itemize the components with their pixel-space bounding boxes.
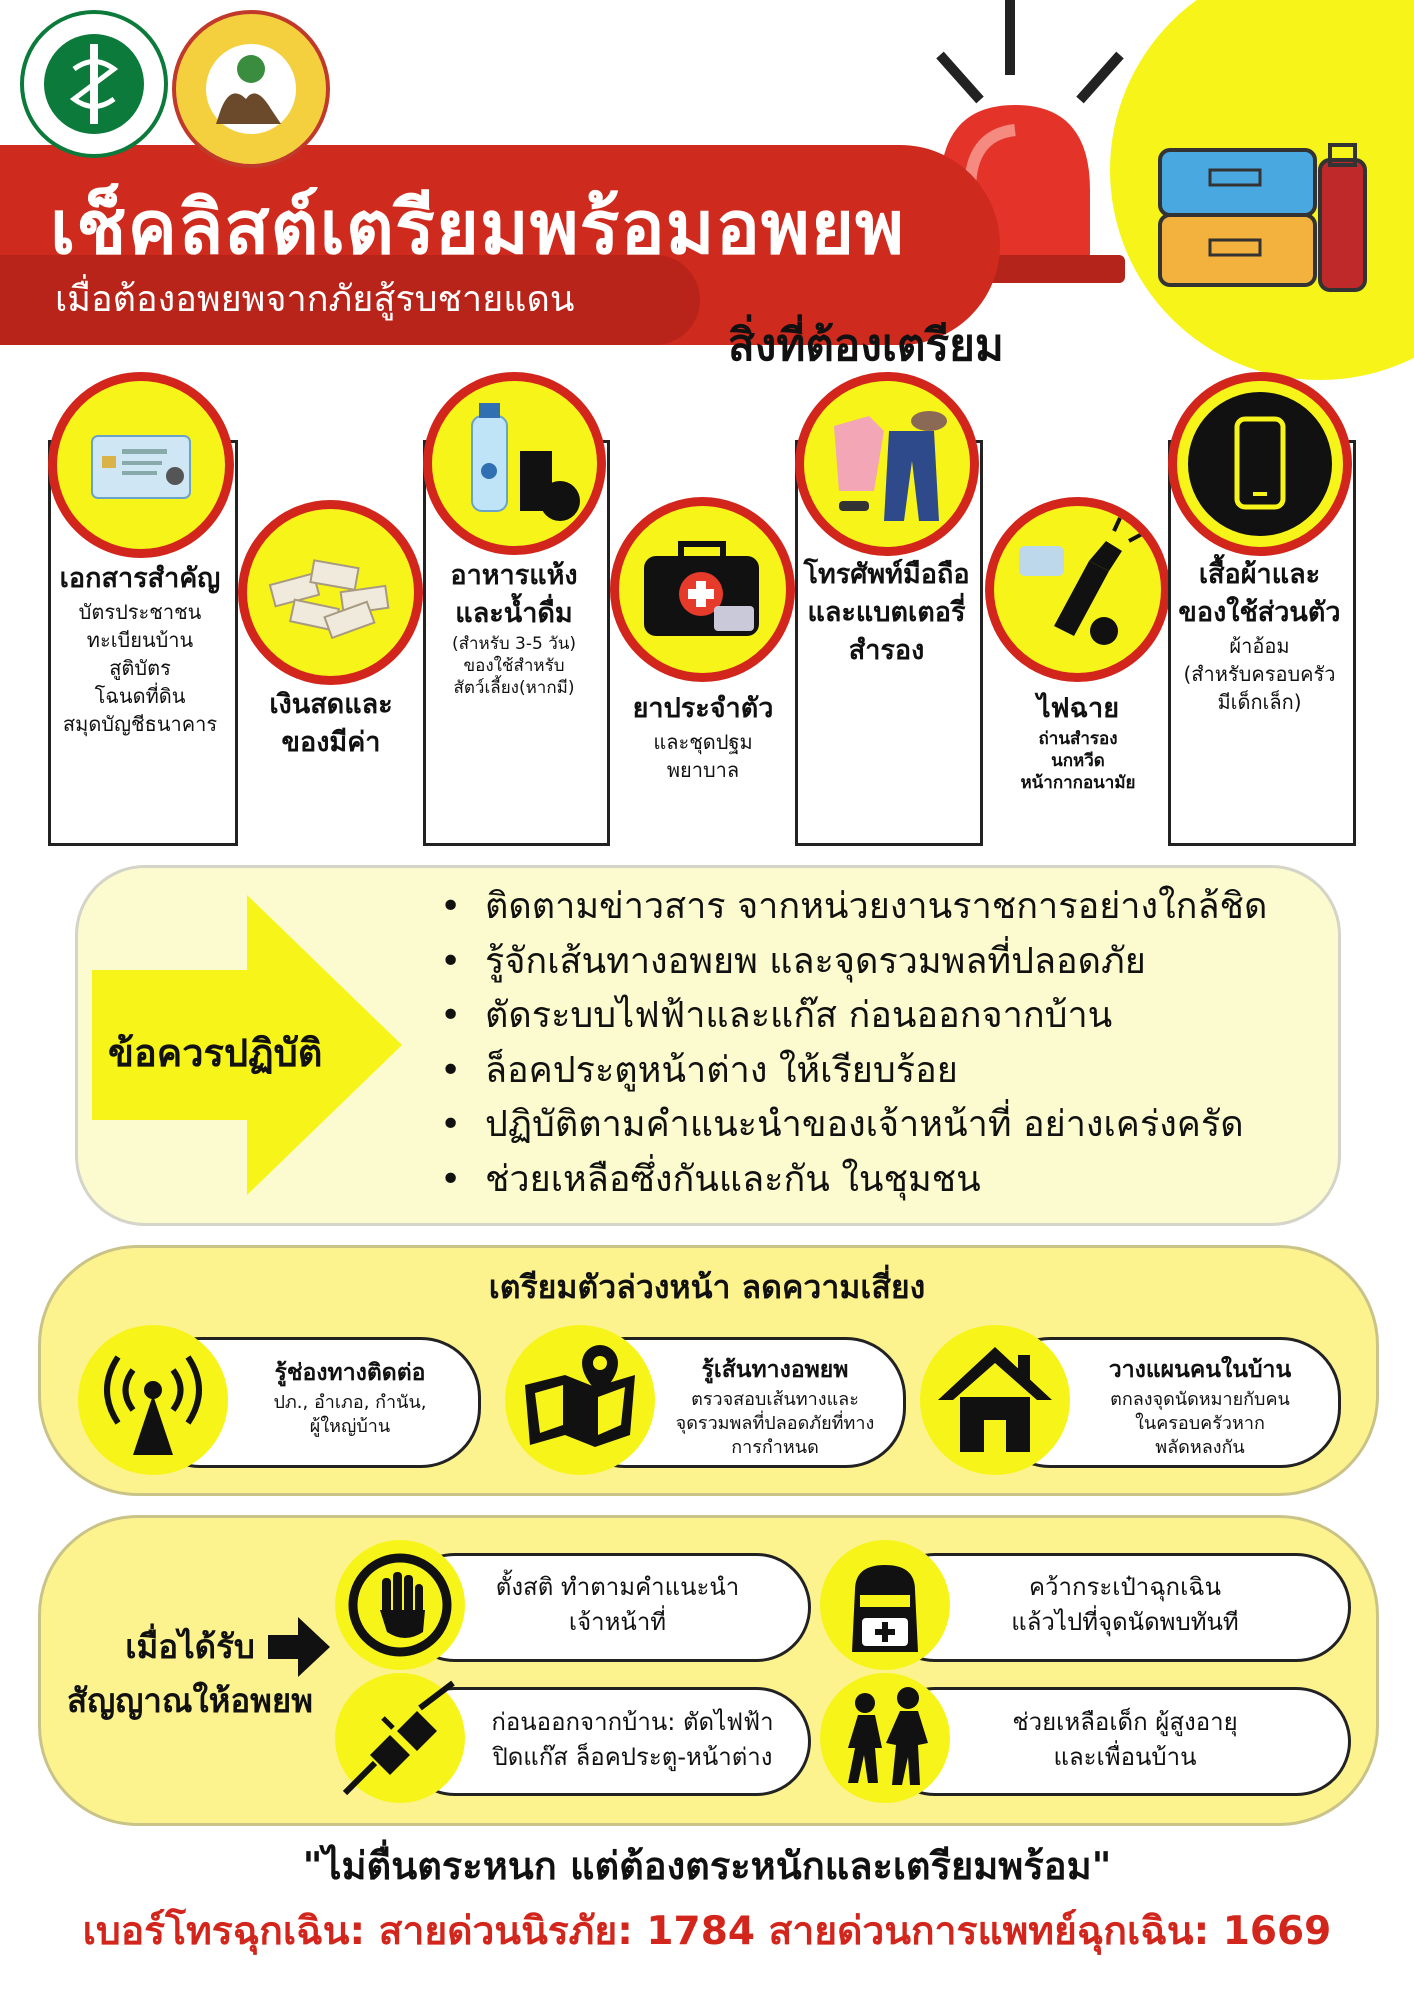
map-pin-icon (505, 1325, 655, 1475)
footer-hotline: เบอร์โทรฉุกเฉิน: สายด่วนนิรภัย: 1784 สายด่วนการแพทย์ฉุกเฉิน: 1669 (82, 1909, 1332, 1954)
item-medicine-title: ยาประจำตัว (632, 693, 774, 724)
item-clothes-title: ของใช้ส่วนตัว (1178, 597, 1341, 628)
water-food-icon (432, 381, 597, 546)
item-flashlight-detail: ถ่านสำรอง (1038, 729, 1118, 749)
footer-quote: "ไม่ตื่นตระหนก แต่ต้องตระหนักและเตรียมพร้อม" (302, 1844, 1112, 1888)
item-clothes-detail: ผ้าอ้อม (1229, 634, 1290, 658)
ready-card-route-circle (505, 1325, 655, 1475)
surin-hospital-logo (172, 10, 330, 168)
ready-card-text: การกำหนด (731, 1437, 819, 1458)
do-list (440, 880, 1267, 1207)
do-list-item: • ปฏิบัติตามคำแนะนำของเจ้าหน้าที่ อย่างเคร่งครัด (440, 1098, 1267, 1153)
item-documents-detail: ทะเบียนบ้าน (86, 628, 194, 652)
emergency-bag-icon (820, 1540, 950, 1670)
unplug-icon (335, 1673, 465, 1803)
ready-card-contact-circle (78, 1325, 228, 1475)
ready-card-text: ผู้ใหญ่บ้าน (309, 1416, 391, 1437)
ready-card-text: พลัดหลงกัน (1155, 1437, 1245, 1458)
item-phone-title: โทรศัพท์มือถือ (803, 559, 970, 590)
item-medicine-circle (610, 497, 795, 682)
signal-card-text: ปิดแก๊ส ล็อคประตู-หน้าต่าง (492, 1743, 773, 1771)
signal-card-text: แล้วไปที่จุดนัดพบทันที (1011, 1608, 1239, 1636)
page-title: เช็คลิสต์เตรียมพร้อมอพยพ (50, 185, 905, 271)
item-flashlight-title: ไฟฉาย (1036, 693, 1120, 724)
house-icon (920, 1325, 1070, 1475)
ready-card-plan-circle (920, 1325, 1070, 1475)
ready-card-text: ตกลงจุดนัดหมายกับคน (1110, 1389, 1290, 1410)
item-documents-detail: บัตรประชาชน (78, 600, 202, 624)
moph-logo (20, 10, 168, 158)
luggage-icon (1150, 140, 1380, 300)
signal-card-text: ช่วยเหลือเด็ก ผู้สูงอายุ (1012, 1708, 1238, 1736)
item-medicine-detail: และชุดปฐม (653, 730, 753, 754)
ready-card-text: ในครอบครัวหาก (1135, 1413, 1265, 1434)
item-food-title: อาหารแห้ง (450, 560, 578, 591)
do-label: ข้อควรปฏิบัติ (108, 1031, 323, 1075)
ready-card-title: รู้เส้นทางอพยพ (701, 1357, 849, 1383)
item-food-detail: สัตว์เลี้ยง(หากมี) (453, 678, 575, 698)
children-walking-icon (820, 1673, 950, 1803)
stop-hand-icon (335, 1540, 465, 1670)
item-documents-detail: สมุดบัญชีธนาคาร (62, 712, 218, 736)
item-phone-title: สำรอง (848, 635, 925, 666)
item-flashlight-detail: นกหวีด (1051, 751, 1105, 771)
signal-card-calm-circle (335, 1540, 465, 1670)
item-documents-detail: โฉนดที่ดิน (94, 684, 186, 708)
item-documents-title: เอกสารสำคัญ (59, 563, 221, 594)
signal-card-unplug-circle (335, 1673, 465, 1803)
signal-card-text: คว้ากระเป๋าฉุกเฉิน (1028, 1573, 1222, 1601)
item-documents-detail: สูติบัตร (109, 656, 171, 680)
item-clothes-detail: (สำหรับครอบครัว (1183, 662, 1336, 686)
id-card-icon (57, 381, 225, 549)
item-food-title: และน้ำดื่ม (455, 598, 573, 629)
signal-label-line: เมื่อได้รับ (125, 1627, 255, 1666)
prep-heading: สิ่งที่ต้องเตรียม (728, 320, 1004, 371)
ready-card-title: รู้ช่องทางติดต่อ (274, 1360, 426, 1386)
item-cash-title: ของมีค่า (281, 727, 381, 758)
signal-card-text: ตั้งสติ ทำตามคำแนะนำ (495, 1573, 740, 1601)
money-icon (247, 509, 414, 676)
first-aid-icon (619, 506, 786, 673)
signal-card-text: ก่อนออกจากบ้าน: ตัดไฟฟ้า (491, 1708, 774, 1736)
ready-heading: เตรียมตัวล่วงหน้า ลดความเสี่ยง (488, 1268, 926, 1306)
item-clothes-title: เสื้อผ้าและ (1198, 559, 1321, 590)
item-flashlight-circle (985, 497, 1170, 682)
item-food-detail: (สำหรับ 3-5 วัน) (451, 634, 577, 654)
item-documents-circle (48, 372, 234, 558)
clothes-icon (804, 381, 970, 547)
item-phone-title: และแบตเตอรี่ (807, 597, 966, 628)
item-flashlight-detail: หน้ากากอนามัย (1020, 773, 1136, 793)
signal-card-bag-circle (820, 1540, 950, 1670)
phone-icon (1177, 381, 1343, 547)
item-medicine-detail: พยาบาล (666, 758, 740, 782)
do-list-item: • ติดตามข่าวสาร จากหน่วยงานราชการอย่างใกล้ชิด (440, 880, 1267, 935)
ready-card-text: ตรวจสอบเส้นทางและ (691, 1389, 859, 1410)
signal-label-line: สัญญาณให้อพยพ (66, 1681, 314, 1720)
item-phone-circle (795, 372, 979, 556)
do-list-item: • รู้จักเส้นทางอพยพ และจุดรวมพลที่ปลอดภัย (440, 935, 1267, 990)
do-list-item: • ตัดระบบไฟฟ้าและแก๊ส ก่อนออกจากบ้าน (440, 989, 1267, 1044)
flashlight-icon (994, 506, 1161, 673)
ready-card-text: จุดรวมพลที่ปลอดภัยที่ทาง (675, 1413, 875, 1434)
do-list-item: • ช่วยเหลือซึ่งกันและกัน ในชุมชน (440, 1153, 1267, 1208)
item-clothes-circle (1168, 372, 1352, 556)
ready-card-text: ปภ., อำเภอ, กำนัน, (273, 1392, 427, 1413)
signal-card-text: และเพื่อนบ้าน (1053, 1743, 1197, 1771)
page-subtitle: เมื่อต้องอพยพจากภัยสู้รบชายแดน (55, 279, 575, 320)
signal-card-help-circle (820, 1673, 950, 1803)
item-clothes-detail: มีเด็กเล็ก) (1217, 690, 1302, 714)
item-cash-circle (238, 500, 423, 685)
item-cash-title: เงินสดและ (269, 689, 393, 720)
item-food-circle (423, 372, 606, 555)
arrow-right-icon (268, 1617, 330, 1677)
ready-card-title: วางแผนคนในบ้าน (1108, 1357, 1292, 1383)
do-list-item: • ล็อคประตูหน้าต่าง ให้เรียบร้อย (440, 1044, 1267, 1099)
signal-tower-icon (78, 1325, 228, 1475)
item-food-detail: ของใช้สำหรับ (463, 656, 565, 676)
signal-card-text: เจ้าหน้าที่ (568, 1608, 667, 1636)
